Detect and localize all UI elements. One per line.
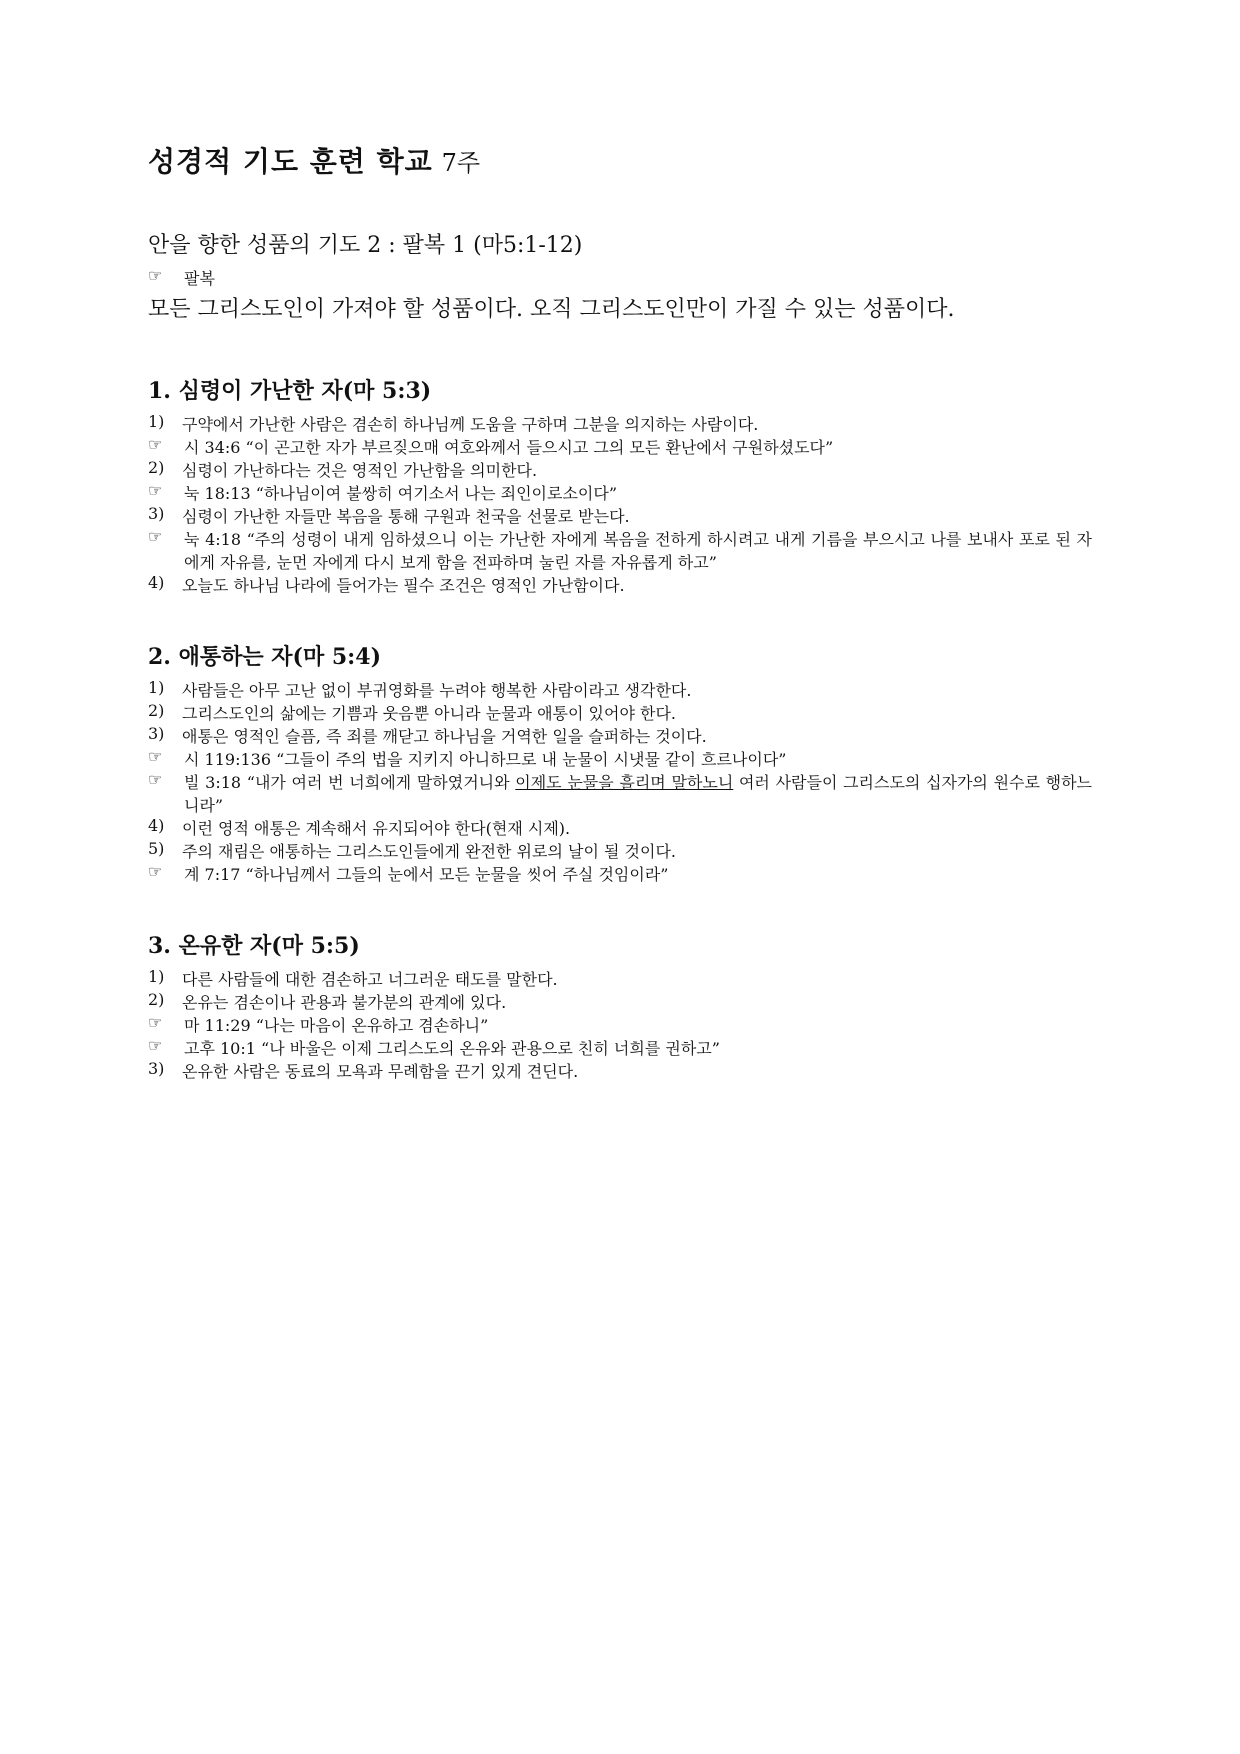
pointing-hand-icon: ☞ xyxy=(148,1013,163,1032)
scripture-ref xyxy=(148,862,1092,885)
intro-block xyxy=(148,225,1092,330)
item-text: 다른 사람들에 대한 겸손하고 너그러운 태도를 말한다. xyxy=(182,970,558,989)
item-number: 5) xyxy=(148,839,165,858)
item-number: 1) xyxy=(148,412,165,431)
item-number: 2) xyxy=(148,701,165,720)
list-item xyxy=(148,412,1092,435)
list-item xyxy=(148,504,1092,527)
item-text: 사람들은 아무 고난 없이 부귀영화를 누려야 행복한 사람이라고 생각한다. xyxy=(182,681,692,700)
intro-label-row xyxy=(148,266,1092,289)
scripture-ref xyxy=(148,481,1092,504)
list-item xyxy=(148,701,1092,724)
pointing-hand-icon: ☞ xyxy=(148,1036,163,1055)
pointing-hand-icon: ☞ xyxy=(148,770,163,789)
scripture-ref xyxy=(148,770,1092,816)
scripture-text: 눅 4:18 “주의 성령이 내게 임하셨으니 이는 가난한 자에게 복음을 전하게 하시려고 내게 기름을 부으시고 나를 보내사 포로 된 자에게 자유를, 눈먼 자에게 다시 보게 함을 전파하며 눌린 자를 자유롭게 하고” xyxy=(184,530,1092,572)
list-item xyxy=(148,816,1092,839)
section-2 xyxy=(148,637,1092,885)
item-text: 그리스도인의 삶에는 기쁨과 웃음뿐 아니라 눈물과 애통이 있어야 한다. xyxy=(182,704,676,723)
scripture-ref xyxy=(148,527,1092,573)
list-item xyxy=(148,573,1092,596)
intro-label: 팔복 xyxy=(184,269,215,288)
item-number: 2) xyxy=(148,458,165,477)
title-week: 7주 xyxy=(441,149,481,177)
item-text: 주의 재림은 애통하는 그리스도인들에게 완전한 위로의 날이 될 것이다. xyxy=(182,842,676,861)
item-number: 4) xyxy=(148,816,165,835)
list-item xyxy=(148,990,1092,1013)
intro-desc: 모든 그리스도인이 가져야 할 성품이다. 오직 그리스도인만이 가질 수 있는 성품이다. xyxy=(148,297,955,322)
list-item xyxy=(148,1059,1092,1082)
title-main: 성경적 기도 훈련 학교 xyxy=(148,145,433,178)
scripture-ref xyxy=(148,435,1092,458)
list-item xyxy=(148,967,1092,990)
scripture-text: 마 11:29 “나는 마음이 온유하고 겸손하니” xyxy=(184,1016,489,1035)
item-number: 3) xyxy=(148,1059,165,1078)
underlined-phrase: 이제도 눈물을 흘리며 말하노니 xyxy=(515,773,734,792)
item-text: 이런 영적 애통은 계속해서 유지되어야 한다(현재 시제). xyxy=(182,819,571,838)
scripture-text: 고후 10:1 “나 바울은 이제 그리스도의 온유와 관용으로 친히 너희를 권하고” xyxy=(184,1039,720,1058)
item-number: 4) xyxy=(148,573,165,592)
section-3 xyxy=(148,926,1092,1082)
section-heading: 1. 심령이 가난한 자(마 5:3) xyxy=(148,378,432,404)
pointing-hand-icon: ☞ xyxy=(148,435,163,454)
item-text: 온유는 겸손이나 관용과 불가분의 관계에 있다. xyxy=(182,993,507,1012)
pointing-hand-icon: ☞ xyxy=(148,862,163,881)
item-number: 3) xyxy=(148,504,165,523)
item-text: 심령이 가난한 자들만 복음을 통해 구원과 천국을 선물로 받는다. xyxy=(182,507,630,526)
page-title xyxy=(148,140,1092,185)
scripture-ref xyxy=(148,1036,1092,1059)
list-item xyxy=(148,458,1092,481)
scripture-text: 시 34:6 “이 곤고한 자가 부르짖으매 여호와께서 들으시고 그의 모든 환난에서 구원하셨도다” xyxy=(184,438,834,457)
intro-subtitle: 안을 향한 성품의 기도 2 : 팔복 1 (마5:1-12) xyxy=(148,233,583,258)
item-number: 2) xyxy=(148,990,165,1009)
list-item xyxy=(148,724,1092,747)
scripture-text: 시 119:136 “그들이 주의 법을 지키지 아니하므로 내 눈물이 시냇물 같이 흐르나이다” xyxy=(184,750,787,769)
scripture-text: 눅 18:13 “하나님이여 불쌍히 여기소서 나는 죄인이로소이다” xyxy=(184,484,618,503)
pointing-hand-icon: ☞ xyxy=(148,527,163,546)
list-item xyxy=(148,839,1092,862)
pointing-hand-icon: ☞ xyxy=(148,747,163,766)
pointing-hand-icon: ☞ xyxy=(148,266,163,285)
section-heading: 2. 애통하는 자(마 5:4) xyxy=(148,644,382,670)
item-number: 1) xyxy=(148,678,165,697)
scripture-ref xyxy=(148,747,1092,770)
item-number: 3) xyxy=(148,724,165,743)
item-text: 온유한 사람은 동료의 모욕과 무례함을 끈기 있게 견딘다. xyxy=(182,1062,579,1081)
section-1 xyxy=(148,371,1092,596)
item-text: 구약에서 가난한 사람은 겸손히 하나님께 도움을 구하며 그분을 의지하는 사람이다. xyxy=(182,415,759,434)
item-text: 심령이 가난하다는 것은 영적인 가난함을 의미한다. xyxy=(182,461,538,480)
scripture-ref xyxy=(148,1013,1092,1036)
scripture-text-part: 여러 사람들이 그리스도의 십자가의 원수로 행하느니라” xyxy=(184,773,1093,815)
item-text: 오늘도 하나님 나라에 들어가는 필수 조건은 영적인 가난함이다. xyxy=(182,576,625,595)
item-number: 1) xyxy=(148,967,165,986)
list-item xyxy=(148,678,1092,701)
item-text: 애통은 영적인 슬픔, 즉 죄를 깨닫고 하나님을 거역한 일을 슬퍼하는 것이다. xyxy=(182,727,707,746)
pointing-hand-icon: ☞ xyxy=(148,481,163,500)
scripture-text: 계 7:17 “하나님께서 그들의 눈에서 모든 눈물을 씻어 주실 것임이라” xyxy=(184,865,669,884)
scripture-text xyxy=(184,770,1092,816)
section-heading: 3. 온유한 자(마 5:5) xyxy=(148,933,360,959)
scripture-text-part: 빌 3:18 “내가 여러 번 너희에게 말하였거니와 xyxy=(184,773,516,792)
